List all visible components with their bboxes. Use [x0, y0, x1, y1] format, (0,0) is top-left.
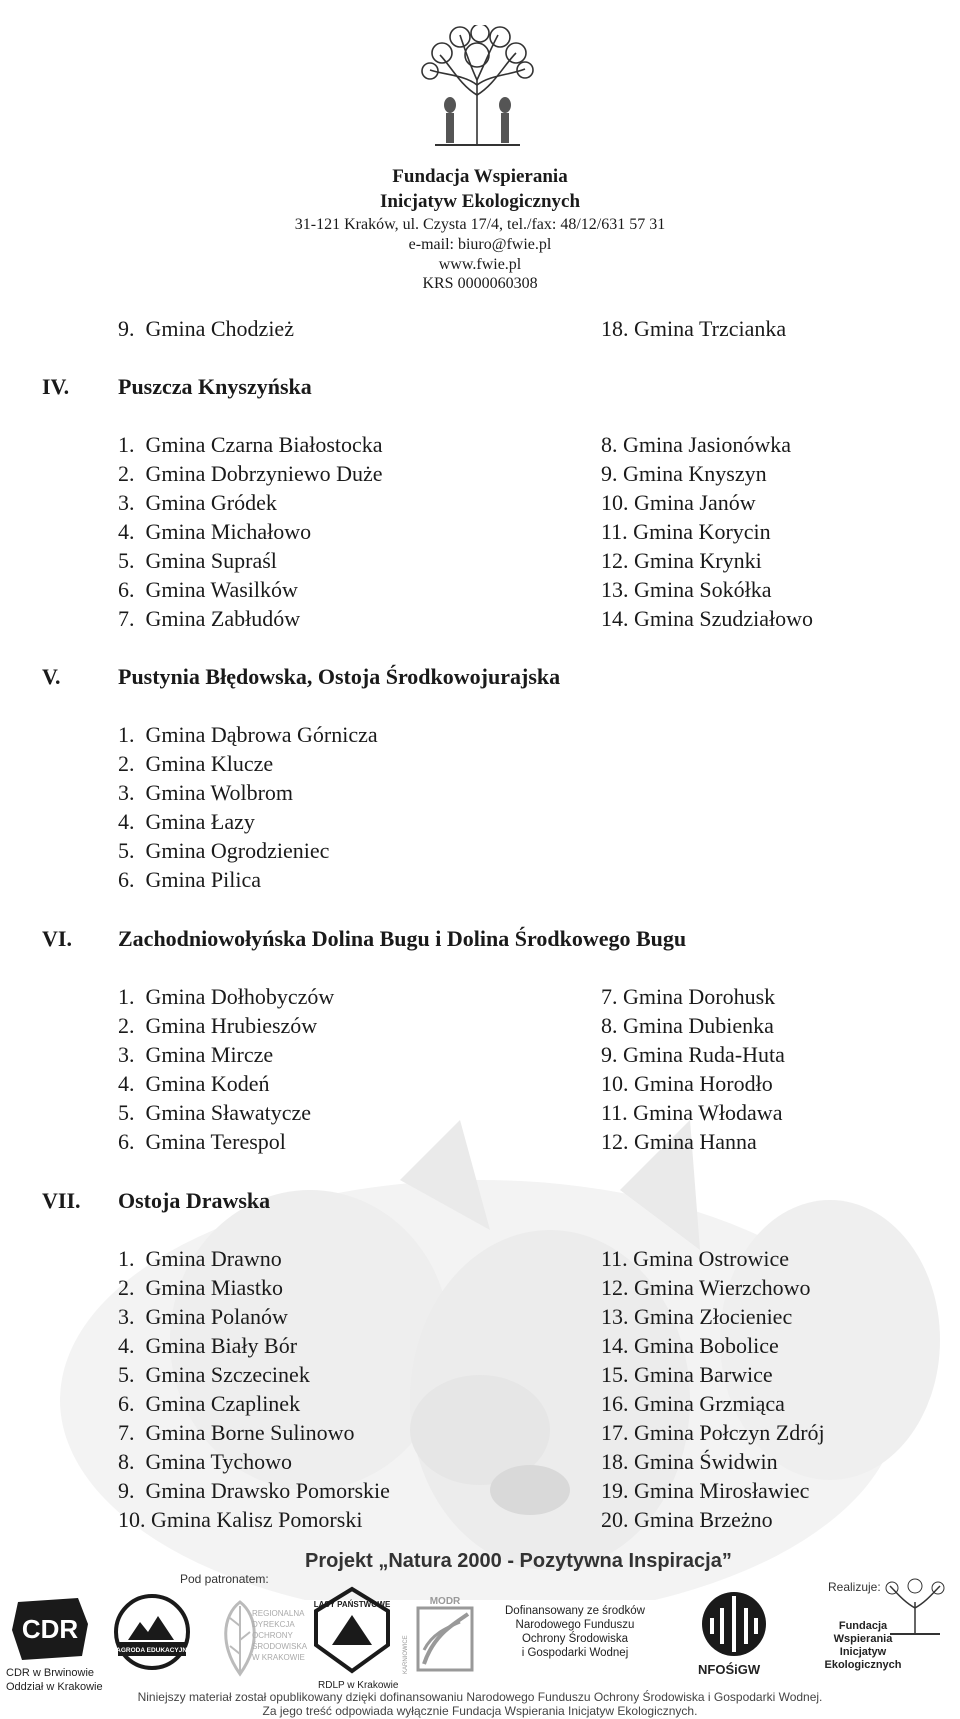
- section-number: VII.: [42, 1188, 81, 1213]
- list-item: 3. Gmina Polanów: [118, 1304, 288, 1329]
- list-item: 10. Gmina Janów: [601, 490, 756, 515]
- list-item: 1. Gmina Dołhobyczów: [118, 984, 335, 1009]
- list-item: 8. Gmina Dubienka: [601, 1013, 774, 1038]
- list-item: 9. Gmina Drawsko Pomorskie: [118, 1478, 390, 1503]
- list-item: 10. Gmina Kalisz Pomorski: [118, 1507, 363, 1532]
- list-item: 12. Gmina Krynki: [601, 548, 762, 573]
- list-item: 6. Gmina Czaplinek: [118, 1391, 301, 1416]
- list-item: 10. Gmina Horodło: [601, 1071, 773, 1096]
- modr-logo-text: MODR: [429, 1596, 461, 1607]
- list-item: 14. Gmina Bobolice: [601, 1333, 779, 1358]
- list-item: 2. Gmina Miastko: [118, 1275, 283, 1300]
- cdr-caption-1: CDR w Brwinowie: [6, 1667, 95, 1679]
- list-item: 12. Gmina Wierzchowo: [601, 1275, 811, 1300]
- list-item: 11. Gmina Korycin: [601, 519, 771, 544]
- lasy-logo-text: LASY PAŃSTWOWE: [313, 1600, 391, 1609]
- list-item: 14. Gmina Szudziałowo: [601, 606, 814, 631]
- list-item: 9. Gmina Chodzież: [118, 316, 294, 341]
- lasy-caption: RDLP w Krakowie: [318, 1680, 399, 1691]
- org-name-line2: Inicjatyw Ekologicznych: [379, 191, 581, 212]
- list-item: 6. Gmina Pilica: [118, 867, 261, 892]
- section-title: Pustynia Błędowska, Ostoja Środkowojurajska: [118, 664, 561, 689]
- list-item: 1. Gmina Czarna Białostocka: [118, 432, 383, 457]
- cdr-logo-icon: [8, 1594, 94, 1664]
- cdr-logo-text: CDR: [21, 1614, 79, 1644]
- list-item: 15. Gmina Barwice: [601, 1362, 773, 1387]
- section-number: IV.: [42, 374, 70, 399]
- list-item: 2. Gmina Hrubieszów: [118, 1013, 318, 1038]
- org-website: www.fwie.pl: [438, 256, 522, 273]
- project-title: Projekt „Natura 2000 - Pozytywna Inspiracja”: [305, 1550, 732, 1572]
- list-item: 2. Gmina Klucze: [118, 751, 274, 776]
- list-item: 4. Gmina Kodeń: [118, 1071, 270, 1096]
- list-item: 4. Gmina Biały Bór: [118, 1333, 298, 1358]
- nfosigw-logo-icon: [694, 1588, 774, 1660]
- funding-note-line2: Za jego treść odpowiada wyłącznie Fundacja Wspierania Inicjatyw Ekologicznych.: [262, 1704, 698, 1718]
- list-item: 13. Gmina Złocieniec: [601, 1304, 793, 1329]
- lasy-panstwowe-logo-icon: [312, 1585, 392, 1675]
- patronage-label: Pod patronatem:: [180, 1572, 269, 1586]
- karniowice-label: [398, 1600, 410, 1676]
- list-item: 8. Gmina Jasionówka: [601, 432, 792, 457]
- nfosigw-label: NFOŚiGW: [698, 1662, 761, 1677]
- rdos-logo-text: REGIONALNA DYREKCJA OCHRONY ŚRODOWISKA W KRAKOWIE: [252, 1609, 308, 1662]
- list-item: 1. Gmina Dąbrowa Górnicza: [118, 722, 378, 747]
- list-item: 17. Gmina Połczyn Zdrój: [601, 1420, 825, 1445]
- list-item: 1. Gmina Drawno: [118, 1246, 282, 1271]
- list-item: 7. Gmina Borne Sulinowo: [118, 1420, 355, 1445]
- list-item: 6. Gmina Wasilków: [118, 577, 298, 602]
- list-item: 18. Gmina Trzcianka: [601, 316, 787, 341]
- list-item: 3. Gmina Gródek: [118, 490, 277, 515]
- list-item: 11. Gmina Ostrowice: [601, 1246, 789, 1271]
- tree-logo-icon: [420, 25, 535, 153]
- realizuje-label: Realizuje:: [828, 1580, 881, 1594]
- section-title: Ostoja Drawska: [118, 1188, 271, 1213]
- zagroda-logo-text: ZAGRODA EDUKACYJNA: [112, 1647, 192, 1654]
- fwie-logo-text: Fundacja Wspierania Inicjatyw Ekologicznych: [824, 1620, 902, 1671]
- list-item: 11. Gmina Włodawa: [601, 1100, 783, 1125]
- section-title: Puszcza Knyszyńska: [118, 374, 312, 399]
- funding-text: Dofinansowany ze środków Narodowego Funduszu Ochrony Środowiska i Gospodarki Wodnej: [505, 1605, 645, 1659]
- cdr-caption-2: Oddział w Krakowie: [6, 1681, 103, 1693]
- list-item: 5. Gmina Szczecinek: [118, 1362, 310, 1387]
- list-item: 2. Gmina Dobrzyniewo Duże: [118, 461, 383, 486]
- funding-note-line1: Niniejszy materiał został opublikowany dzięki dofinansowaniu Narodowego Funduszu Ochrony Środowiska i Gospodarki Wodnej.: [137, 1690, 823, 1704]
- section-number: V.: [42, 664, 61, 689]
- org-address: 31-121 Kraków, ul. Czysta 17/4, tel./fax: 48/12/631 57 31: [294, 216, 666, 233]
- list-item: 5. Gmina Supraśl: [118, 548, 277, 573]
- svg-text:KARNIOWICE: KARNIOWICE: [403, 1635, 409, 1674]
- list-item: 5. Gmina Ogrodzieniec: [118, 838, 330, 863]
- list-item: 9. Gmina Ruda-Huta: [601, 1042, 785, 1067]
- list-item: 18. Gmina Świdwin: [601, 1449, 778, 1474]
- list-item: 19. Gmina Mirosławiec: [601, 1478, 810, 1503]
- list-item: 12. Gmina Hanna: [601, 1129, 757, 1154]
- list-item: 20. Gmina Brzeżno: [601, 1507, 773, 1532]
- list-item: 13. Gmina Sokółka: [601, 577, 772, 602]
- org-name-line1: Fundacja Wspierania: [392, 166, 568, 187]
- list-item: 3. Gmina Wolbrom: [118, 780, 294, 805]
- list-item: 4. Gmina Michałowo: [118, 519, 312, 544]
- list-item: 9. Gmina Knyszyn: [601, 461, 767, 486]
- list-item: 5. Gmina Sławatycze: [118, 1100, 312, 1125]
- list-item: 6. Gmina Terespol: [118, 1129, 286, 1154]
- section-number: VI.: [42, 926, 72, 951]
- org-email: e-mail: biuro@fwie.pl: [408, 236, 552, 253]
- section-title: Zachodniowołyńska Dolina Bugu i Dolina Środkowego Bugu: [118, 926, 687, 951]
- list-item: 7. Gmina Dorohusk: [601, 984, 776, 1009]
- list-item: 16. Gmina Grzmiąca: [601, 1391, 785, 1416]
- org-krs: KRS 0000060308: [422, 275, 538, 292]
- modr-logo-icon: [410, 1594, 480, 1674]
- list-item: 4. Gmina Łazy: [118, 809, 255, 834]
- list-item: 7. Gmina Zabłudów: [118, 606, 301, 631]
- zagroda-edukacyjna-logo-icon: [112, 1592, 192, 1672]
- list-item: 3. Gmina Mircze: [118, 1042, 274, 1067]
- list-item: 8. Gmina Tychowo: [118, 1449, 293, 1474]
